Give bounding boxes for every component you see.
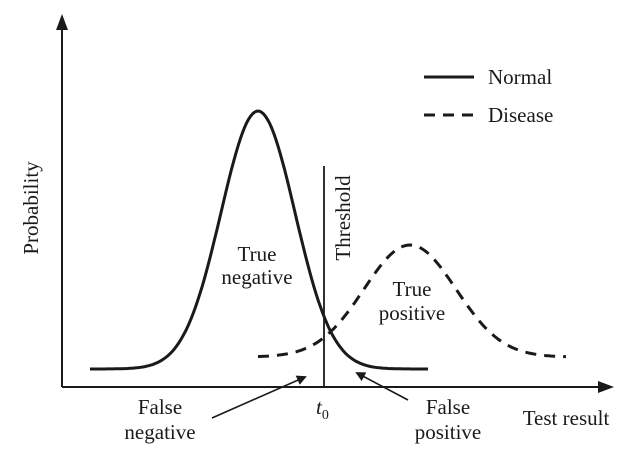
y-axis-arrowhead [56, 14, 68, 30]
true-negative-label-line2: negative [221, 265, 293, 289]
threshold-tick-sub: 0 [321, 408, 329, 423]
threshold-tick-label [316, 395, 329, 423]
true-positive-label-line1: True [392, 277, 432, 301]
y-axis-label: Probability [19, 161, 43, 255]
legend-normal-label: Normal [488, 65, 553, 89]
x-axis-arrowhead [598, 381, 614, 393]
false-negative-label-line2: negative [124, 420, 196, 444]
false-negative-label-line1: False [137, 395, 183, 419]
false-positive-label-line1: False [425, 395, 471, 419]
threshold-tick-t: t [316, 395, 322, 419]
normal-distribution-curve [90, 111, 428, 369]
true-negative-label-line1: True [237, 242, 277, 266]
false-negative-arrow [212, 377, 305, 418]
x-axis-label: Test result [522, 406, 610, 430]
threshold-label: Threshold [331, 175, 355, 261]
true-positive-label-line2: positive [378, 301, 446, 325]
legend-disease-label: Disease [488, 103, 554, 127]
legend [424, 65, 553, 127]
false-positive-label-line2: positive [414, 420, 482, 444]
